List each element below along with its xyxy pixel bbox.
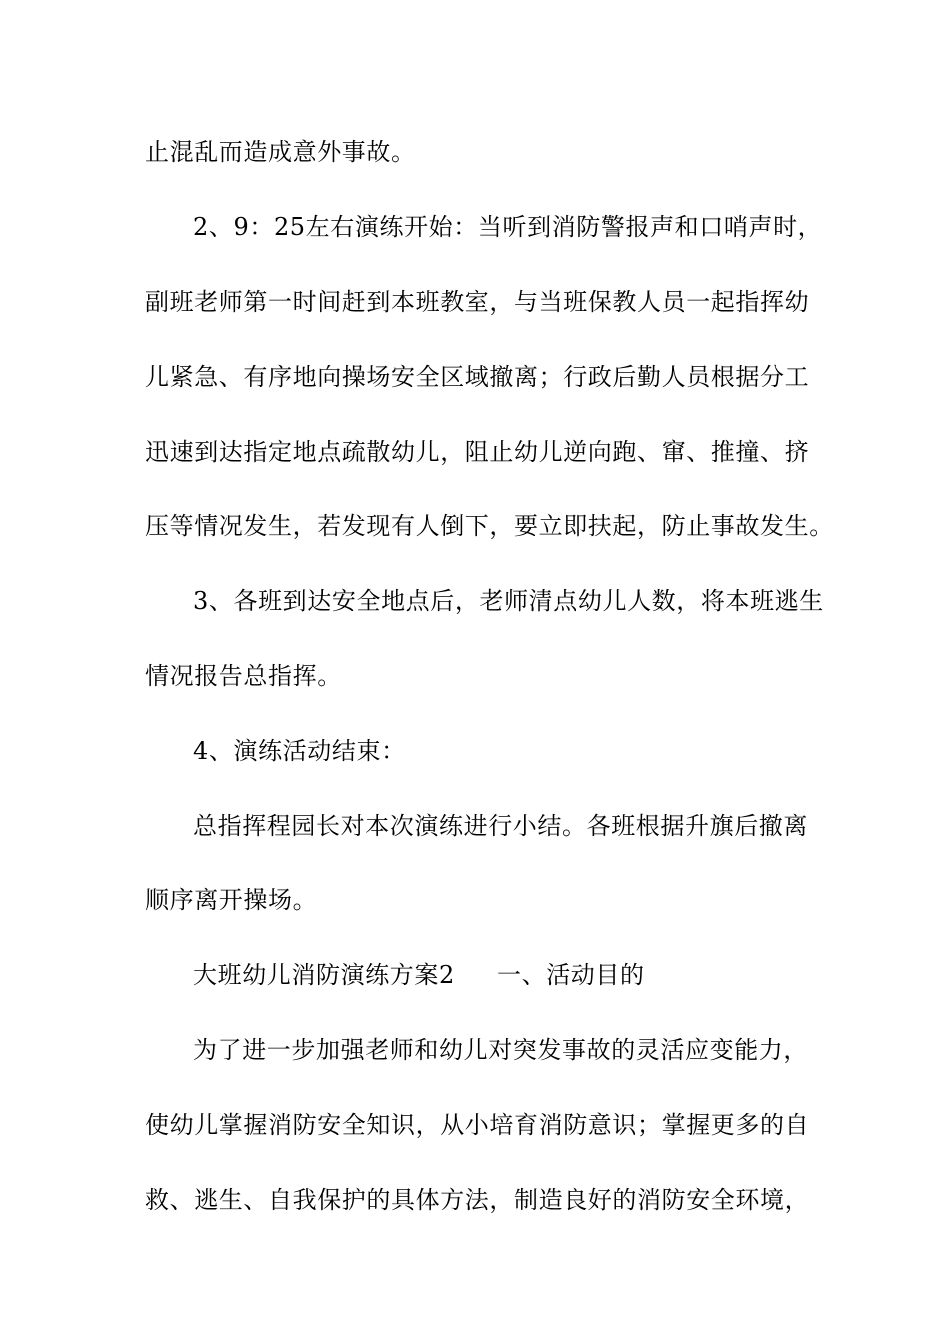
- paragraph-line: 副班老师第一时间赶到本班教室，与当班保教人员一起指挥幼: [145, 288, 810, 316]
- paragraph-line: 迅速到达指定地点疏散幼儿，阻止幼儿逆向跑、窜、推撞、挤: [145, 438, 810, 466]
- document-title: 大班幼儿消防演练方案2: [193, 961, 455, 989]
- paragraph-line: 救、逃生、自我保护的具体方法，制造良好的消防安全环境，: [145, 1186, 810, 1214]
- paragraph-line: 使幼儿掌握消防安全知识，从小培育消防意识；掌握更多的自: [145, 1111, 810, 1139]
- paragraph-line: 为了进一步加强老师和幼儿对突发事故的灵活应变能力，: [193, 1036, 808, 1064]
- paragraph-line: 顺序离开操场。: [145, 886, 318, 914]
- paragraph-line: 3、各班到达安全地点后，老师清点幼儿人数，将本班逃生: [193, 587, 824, 615]
- paragraph-line: 压等情况发生，若发现有人倒下，要立即扶起，防止事故发生。: [145, 512, 834, 540]
- paragraph-line: 止混乱而造成意外事故。: [145, 138, 416, 166]
- paragraph-line: 儿紧急、有序地向操场安全区域撤离；行政后勤人员根据分工: [145, 363, 810, 391]
- paragraph-line: 情况报告总指挥。: [145, 662, 342, 690]
- section-heading: 一、活动目的: [497, 961, 645, 989]
- paragraph-line: 4、演练活动结束：: [193, 737, 406, 765]
- paragraph-line: 总指挥程园长对本次演练进行小结。各班根据升旗后撤离: [193, 812, 808, 840]
- paragraph-line: 2、9：25左右演练开始：当听到消防警报声和口哨声时，: [193, 213, 823, 241]
